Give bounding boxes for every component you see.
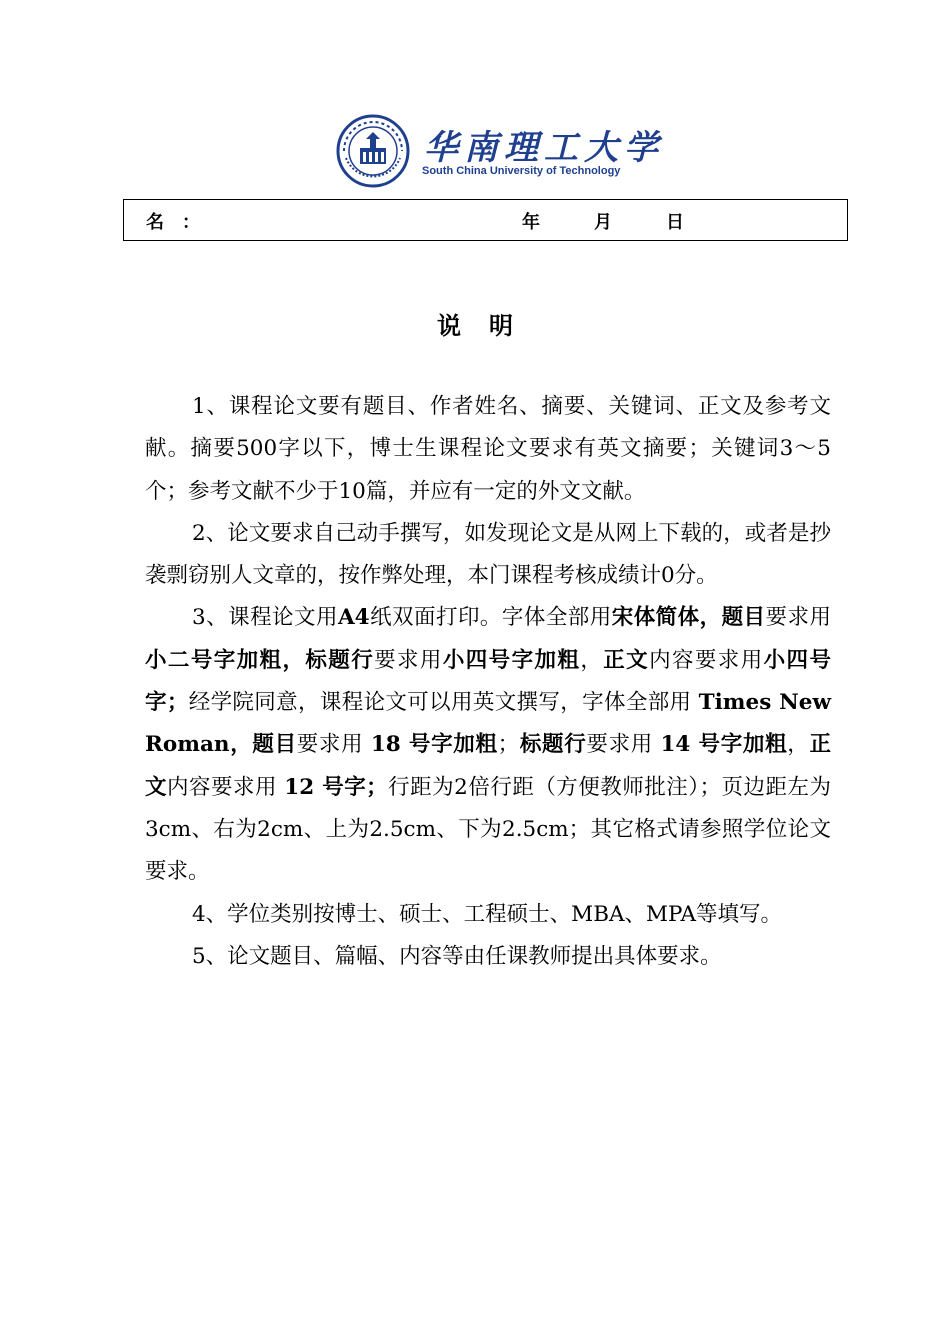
p3-segment: 3、课程论文用 [192, 605, 338, 631]
p3-segment: 要求用 [765, 605, 831, 631]
p3-segment: 内容要求用 [649, 647, 764, 673]
info-row [123, 199, 848, 241]
year-label: 年 [522, 212, 540, 233]
p3-bold-segment: 12 号字； [284, 774, 388, 800]
p3-segment: ， [787, 732, 810, 758]
day-label: 日 [666, 212, 684, 233]
instruction-paragraph-3 [145, 597, 831, 893]
p3-bold-segment: 小二号字加粗，标题行 [145, 647, 375, 673]
p3-bold-segment: 正文 [603, 647, 650, 673]
university-logo [336, 114, 664, 190]
p3-bold-segment: A4 [337, 605, 370, 631]
p3-bold-segment: Times New Roman，题目 [145, 690, 831, 758]
p3-segment: ， [580, 647, 604, 673]
instructions-body [145, 386, 831, 978]
p3-segment: 行距为2倍行距（方便教师批注）；页边距左为3cm、右为2cm、上为2.5cm、下为2.5cm；其它格式请参照学位论文要求。 [145, 774, 831, 885]
p3-bold-segment: 18 号字加粗 [370, 732, 498, 758]
p3-bold-segment: 标题行 [519, 732, 587, 758]
p3-segment: 要求用 [586, 732, 661, 758]
university-seal-icon [336, 114, 410, 188]
p3-bold-segment: 小四号字； [145, 647, 831, 716]
instruction-paragraph-2: 2、论文要求自己动手撰写，如发现论文是从网上下载的，或者是抄袭剽窃别人文章的，按作弊处理，本门课程考核成绩计0分。 [145, 520, 831, 589]
instruction-paragraph-5: 5、论文题目、篇幅、内容等由任课教师提出具体要求。 [192, 943, 722, 969]
p3-bold-segment: 宋体简体，题目 [611, 605, 766, 631]
instruction-paragraph-1: 1、课程论文要有题目、作者姓名、摘要、关键词、正文及参考文献。摘要500字以下，博士生课程论文要求有英文摘要；关键词3～5个；参考文献不少于10篇，并应有一定的外文文献。 [145, 394, 831, 504]
p3-segment: 内容要求用 [167, 774, 285, 800]
month-label: 月 [594, 212, 612, 233]
page-title: 说明 [437, 311, 541, 340]
p3-segment: 要求用 [296, 732, 371, 758]
p3-bold-segment: 小四号字加粗 [442, 647, 581, 673]
p3-bold-segment: 正文 [145, 732, 831, 800]
p3-segment: 经学院同意，课程论文可以用英文撰写，字体全部用 [188, 690, 699, 716]
instruction-paragraph-4: 4、学位类别按博士、硕士、工程硕士、MBA、MPA等填写。 [192, 901, 783, 927]
university-name-cn: 华南理工大学 [424, 128, 664, 168]
university-name-en: South China University of Technology [422, 165, 621, 177]
p3-segment: ； [497, 732, 520, 758]
p3-segment: 纸双面打印。字体全部用 [369, 605, 612, 631]
p3-segment: 要求用 [374, 647, 443, 673]
p3-bold-segment: 14 号字加粗 [660, 732, 788, 758]
name-label: 名 ： [146, 212, 200, 233]
